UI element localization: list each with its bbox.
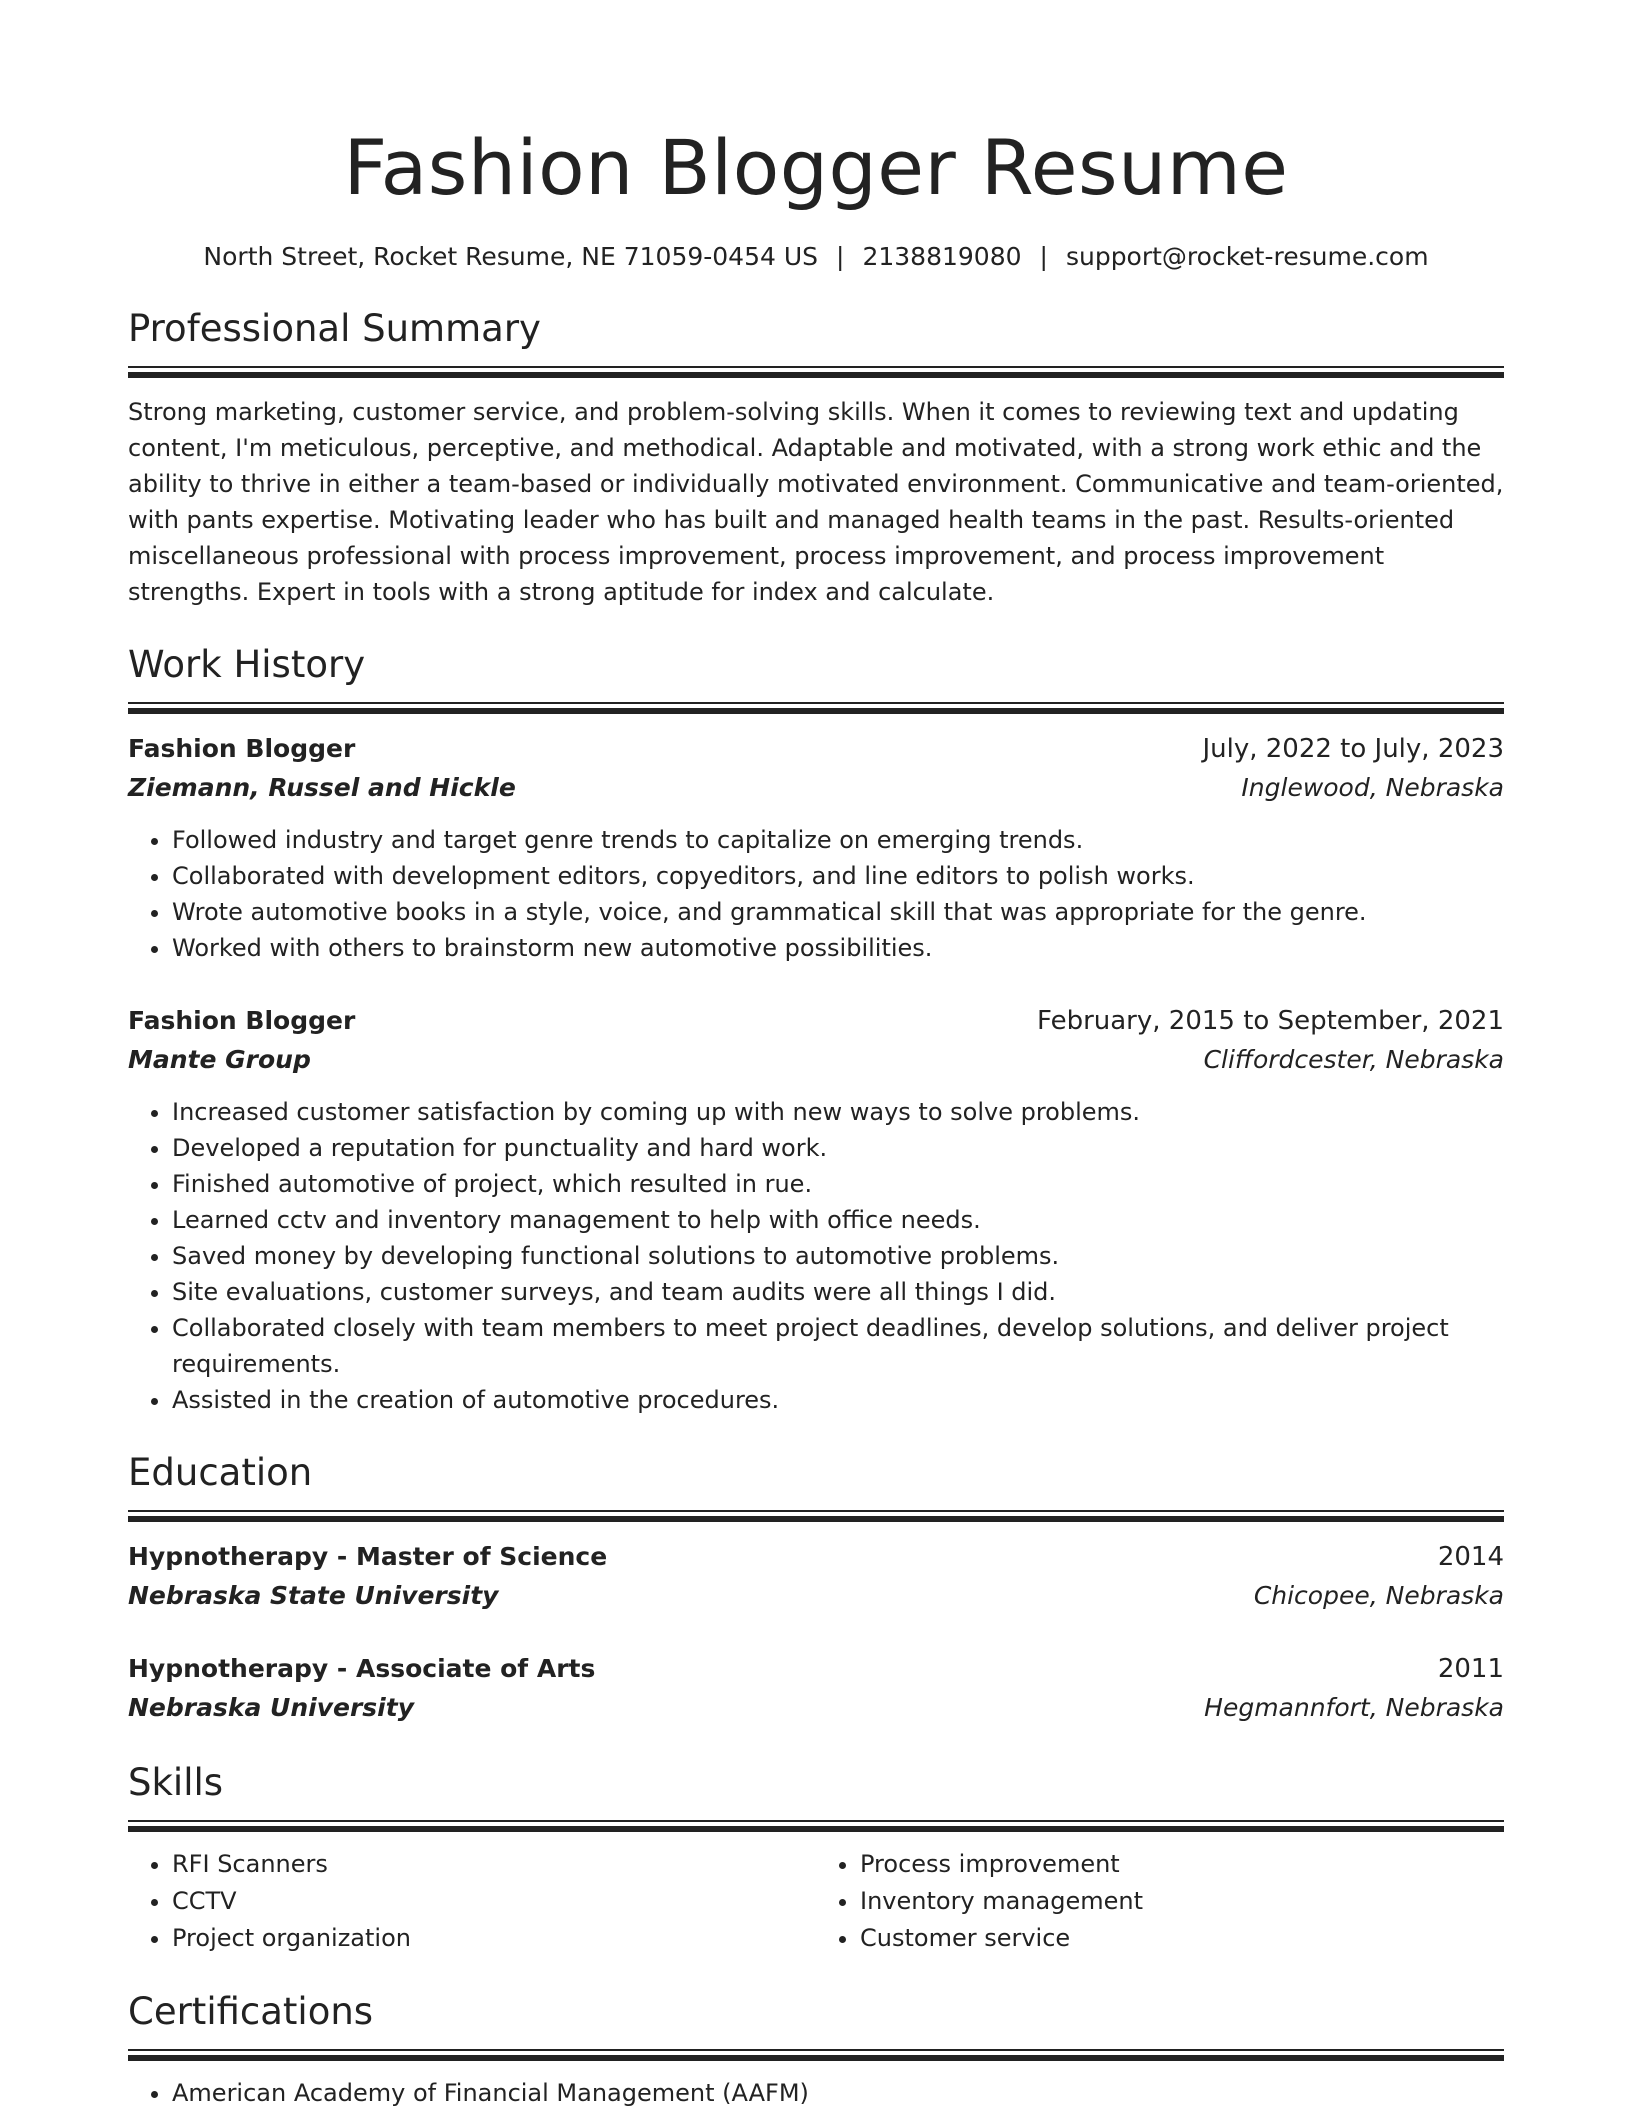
job-dates: July, 2022 to July, 2023 xyxy=(1202,734,1504,764)
list-item: • Customer service xyxy=(860,1920,1504,1957)
section-divider xyxy=(128,1820,1504,1832)
section-education xyxy=(128,1448,1504,1728)
skills-list-right xyxy=(816,1846,1504,1957)
list-item: • Learned cctv and inventory management to help with office needs. xyxy=(172,1202,1504,1238)
certifications-list xyxy=(128,2075,1504,2111)
section-certifications xyxy=(128,1987,1504,2111)
section-professional-summary xyxy=(128,304,1504,610)
section-divider xyxy=(128,1510,1504,1522)
job-employer: Ziemann, Russel and Hickle xyxy=(128,773,516,802)
section-heading: Skills xyxy=(128,1761,224,1804)
list-item: • Increased customer satisfaction by coming up with new ways to solve problems. xyxy=(172,1094,1504,1130)
skills-list-left xyxy=(128,1846,816,1957)
section-divider xyxy=(128,702,1504,714)
list-item: • Assisted in the creation of automotive procedures. xyxy=(172,1382,1504,1418)
job-employer-row xyxy=(128,1040,1504,1080)
job-location: Cliffordcester, Nebraska xyxy=(1203,1045,1504,1074)
job-employer: Mante Group xyxy=(128,1045,311,1074)
list-item: • Project organization xyxy=(172,1920,816,1957)
contact-separator: | xyxy=(1039,242,1048,271)
list-item: • Saved money by developing functional solutions to automotive problems. xyxy=(172,1238,1504,1274)
job-bullets xyxy=(128,1094,1504,1418)
education-school-row xyxy=(128,1576,1504,1616)
job-location: Inglewood, Nebraska xyxy=(1241,773,1504,802)
education-entry xyxy=(128,1538,1504,1616)
education-school-row xyxy=(128,1688,1504,1728)
job-title: Fashion Blogger xyxy=(128,1006,356,1035)
education-degree: Hypnotherapy - Master of Science xyxy=(128,1542,608,1571)
education-degree: Hypnotherapy - Associate of Arts xyxy=(128,1654,596,1683)
education-location: Hegmannfort, Nebraska xyxy=(1204,1693,1504,1722)
section-heading: Work History xyxy=(128,643,366,686)
list-item: • Inventory management xyxy=(860,1883,1504,1920)
list-item: • Wrote automotive books in a style, voice, and grammatical skill that was appropriate for the genre. xyxy=(172,894,1504,930)
contact-address: North Street, Rocket Resume, NE 71059-0454 US xyxy=(203,242,819,271)
education-school: Nebraska State University xyxy=(128,1581,499,1610)
section-heading: Education xyxy=(128,1451,313,1494)
job-header-row xyxy=(128,1002,1504,1040)
contact-line xyxy=(128,240,1504,274)
education-header-row xyxy=(128,1650,1504,1688)
list-item: • Followed industry and target genre trends to capitalize on emerging trends. xyxy=(172,822,1504,858)
education-school: Nebraska University xyxy=(128,1693,414,1722)
job-entry xyxy=(128,730,1504,966)
summary-text: Strong marketing, customer service, and problem-solving skills. When it comes to reviewing text and updating content, I'm meticulous, perceptive, and methodical. Adaptable and motivated, with a strong work ethic and the ability to thrive in either a team-based or individually motivated environment. Communicative and team-oriented, with pants expertise. Motivating leader who has built and managed health teams in the past. Results-oriented miscellaneous professional with process improvement, process improvement, and process improvement strengths. Expert in tools with a strong aptitude for index and calculate. xyxy=(128,398,1504,606)
contact-email: support@rocket-resume.com xyxy=(1065,242,1429,271)
list-item: • Developed a reputation for punctuality and hard work. xyxy=(172,1130,1504,1166)
job-bullets xyxy=(128,822,1504,966)
section-work-history xyxy=(128,640,1504,1418)
contact-phone: 2138819080 xyxy=(862,242,1022,271)
section-divider xyxy=(128,366,1504,378)
list-item: • Collaborated closely with team members to meet project deadlines, develop solutions, and deliver project requirements. xyxy=(172,1310,1504,1382)
list-item: • Worked with others to brainstorm new automotive possibilities. xyxy=(172,930,1504,966)
section-heading: Professional Summary xyxy=(128,307,541,350)
education-year: 2014 xyxy=(1437,1542,1504,1572)
section-skills xyxy=(128,1758,1504,1957)
section-heading: Certifications xyxy=(128,1990,374,2033)
page-title: Fashion Blogger Resume xyxy=(343,123,1289,212)
skills-columns xyxy=(128,1846,1504,1957)
education-header-row xyxy=(128,1538,1504,1576)
education-year: 2011 xyxy=(1437,1654,1504,1684)
job-entry xyxy=(128,1002,1504,1418)
list-item: • American Academy of Financial Management (AAFM) xyxy=(172,2075,1504,2111)
job-header-row xyxy=(128,730,1504,768)
list-item: • CCTV xyxy=(172,1883,816,1920)
list-item: • Finished automotive of project, which resulted in rue. xyxy=(172,1166,1504,1202)
job-employer-row xyxy=(128,768,1504,808)
list-item: • Process improvement xyxy=(860,1846,1504,1883)
education-location: Chicopee, Nebraska xyxy=(1253,1581,1504,1610)
list-item: • Collaborated with development editors, copyeditors, and line editors to polish works. xyxy=(172,858,1504,894)
contact-separator: | xyxy=(836,242,845,271)
section-divider xyxy=(128,2049,1504,2061)
list-item: • Site evaluations, customer surveys, and team audits were all things I did. xyxy=(172,1274,1504,1310)
job-title: Fashion Blogger xyxy=(128,734,356,763)
education-entry xyxy=(128,1650,1504,1728)
job-dates: February, 2015 to September, 2021 xyxy=(1037,1006,1504,1036)
list-item: • RFI Scanners xyxy=(172,1846,816,1883)
